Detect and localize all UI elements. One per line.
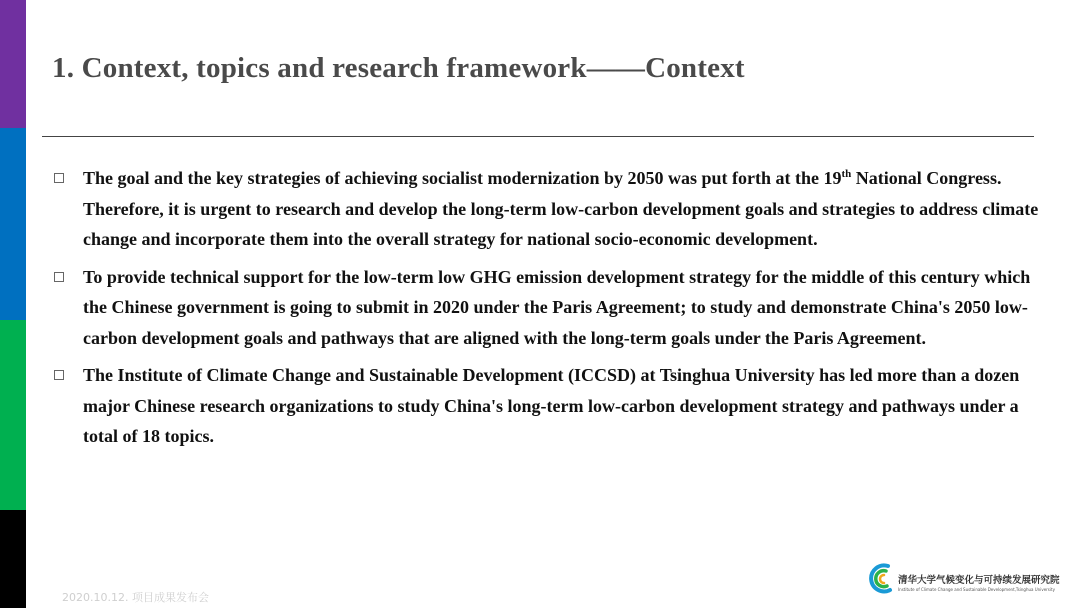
bullet-item [52,262,1042,354]
logo-name-english: Institute of Climate Change and Sustainable Development,Tsinghua University [898,587,1055,592]
bullet-text [83,163,1042,255]
bullet-text: To provide technical support for the low-term low GHG emission development strategy for the middle of this century which the Chinese government is going to submit in 2020 under the Paris Agreement; to study and demonstrate China's 2050 low-carbon development goals and pathways that are aligned with the long-term goals under the Paris Agreement. [83,266,1031,348]
institute-logo-icon [866,560,896,598]
slide-title: 1. Context, topics and research framework——Context [52,52,745,84]
logo-name-chinese: 清华大学气候变化与可持续发展研究院 [898,575,1060,586]
title-divider [42,136,1034,137]
side-color-bar-blue [0,128,26,320]
side-color-bar-black [0,510,26,608]
side-color-bar-green [0,320,26,510]
bullet-item [52,360,1042,452]
bullet-list [52,163,1042,459]
institute-logo [866,560,1076,600]
bullet-text-part: The goal and the key strategies of achieving socialist modernization by 2050 was put forth at the 19 [83,168,842,188]
bullet-item [52,163,1042,255]
square-bullet-icon [54,173,64,183]
bullet-text-part: National Congress. Therefore, it is urgent to research and develop the long-term low-carbon development goals and strategies to address climate change and incorporate them into the overall strategy for national socio-economic development. [83,168,1039,249]
square-bullet-icon [54,272,64,282]
square-bullet-icon [54,370,64,380]
footer-date: 2020.10.12. 项目成果发布会 [62,591,209,604]
superscript: th [841,168,852,180]
side-color-bar-purple [0,0,26,128]
bullet-text: The Institute of Climate Change and Sustainable Development (ICCSD) at Tsinghua University has led more than a dozen major Chinese research organizations to study China's long-term low-carbon development strategy and pathways under a total of 18 topics. [83,365,1020,446]
